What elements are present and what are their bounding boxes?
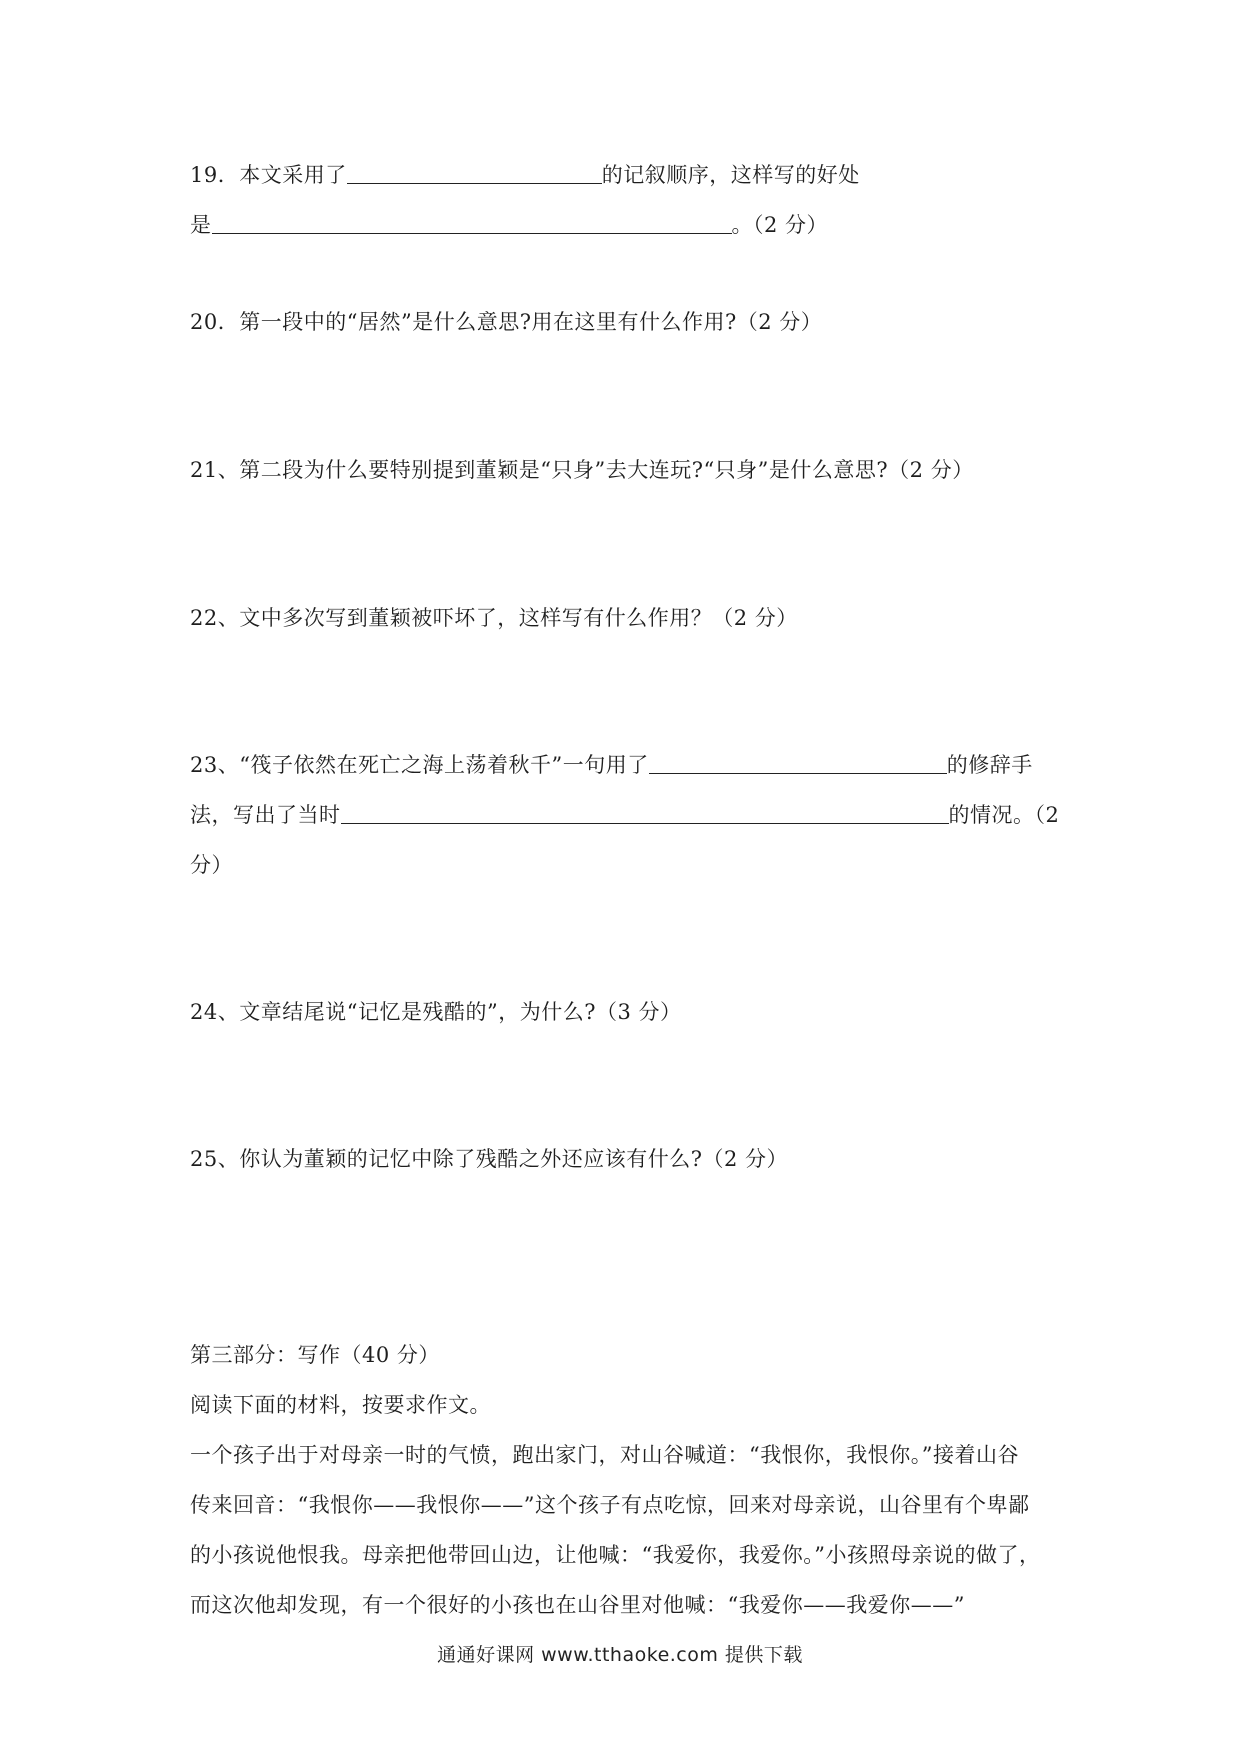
question-19-line-2 <box>190 210 828 240</box>
question-19-suffix: 的记叙顺序，这样写的好处 <box>601 163 860 187</box>
question-24: 24、文章结尾说“记忆是残酷的”，为什么?（3 分） <box>190 1000 682 1024</box>
writing-material-line: 而这次他却发现，有一个很好的小孩也在山谷里对他喊：“我爱你——我爱你——” <box>190 1593 965 1617</box>
writing-material-line: 传来回音：“我恨你——我恨你——”这个孩子有点吃惊，回来对母亲说，山谷里有个卑鄙 <box>190 1493 1030 1517</box>
question-23-line-2 <box>190 800 1059 830</box>
answer-blank[interactable] <box>341 801 949 824</box>
question-23-line-1 <box>190 750 1033 780</box>
answer-blank[interactable] <box>212 211 732 234</box>
writing-heading: 第三部分：写作（40 分） <box>190 1343 440 1367</box>
question-19-prefix-2: 是 <box>190 213 212 237</box>
page-footer: 通通好课网 www.tthaoke.com 提供下载 <box>437 1644 803 1666</box>
question-23-suffix: 的修辞手 <box>946 753 1033 777</box>
question-20: 20．第一段中的“居然”是什么意思?用在这里有什么作用?（2 分） <box>190 310 823 334</box>
question-19-prefix: 19．本文采用了 <box>190 163 347 187</box>
question-19-line-1 <box>190 160 860 190</box>
writing-material-line: 的小孩说他恨我。母亲把他带回山边，让他喊：“我爱你，我爱你。”小孩照母亲说的做了， <box>190 1543 1041 1567</box>
question-23-suffix-2: 的情况。（2 <box>948 803 1060 827</box>
question-21: 21、第二段为什么要特别提到董颖是“只身”去大连玩?“只身”是什么意思?（2 分） <box>190 458 974 482</box>
question-22: 22、文中多次写到董颖被吓坏了，这样写有什么作用？（2 分） <box>190 606 798 630</box>
question-23-prefix-2: 法，写出了当时 <box>190 803 341 827</box>
question-19-suffix-2: 。（2 分） <box>731 213 829 237</box>
question-23-prefix: 23、“筏子依然在死亡之海上荡着秋千”一句用了 <box>190 753 649 777</box>
writing-material-line: 一个孩子出于对母亲一时的气愤，跑出家门，对山谷喊道：“我恨你，我恨你。”接着山谷 <box>190 1443 1019 1467</box>
question-23-line-3: 分） <box>190 853 233 877</box>
question-25: 25、你认为董颖的记忆中除了残酷之外还应该有什么?（2 分） <box>190 1147 789 1171</box>
writing-instruction: 阅读下面的材料，按要求作文。 <box>190 1393 491 1417</box>
answer-blank[interactable] <box>347 161 602 184</box>
answer-blank[interactable] <box>649 751 947 774</box>
